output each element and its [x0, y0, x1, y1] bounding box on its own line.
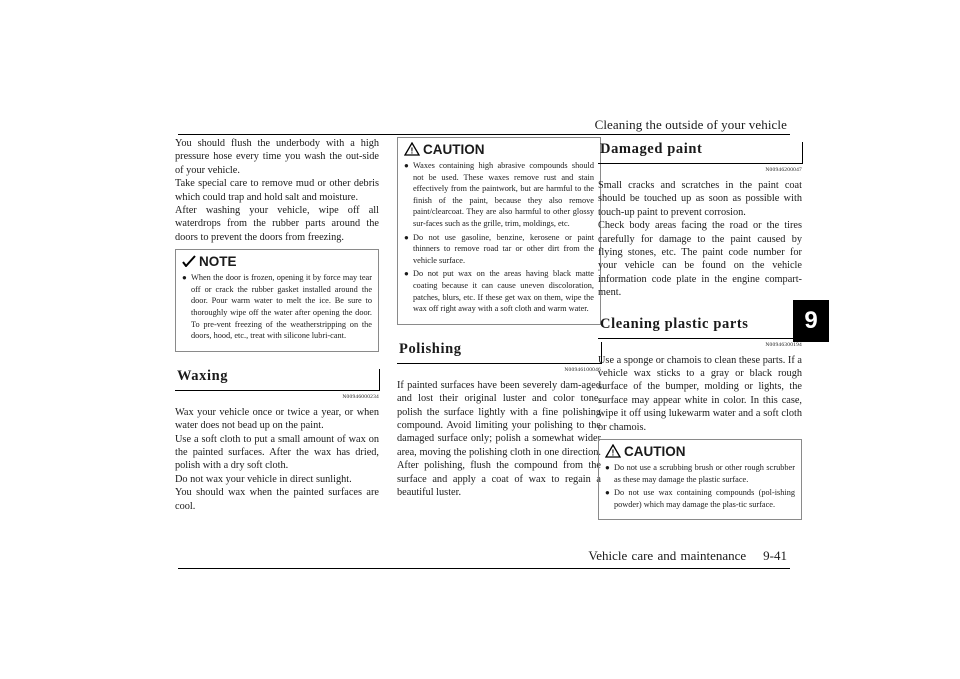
caution-item-text: Do not put wax on the areas having black matte coating because it can cause uneven discoloration, patches, blurs, etc. If these get wax on them, wipe the wax off right away with a soft cloth and warm water. — [413, 269, 594, 314]
caution-item-text: Do not use a scrubbing brush or other rough scrubber as these may damage the plastic surface. — [614, 463, 795, 484]
bullet-icon: ● — [404, 232, 409, 242]
section-title: Waxing — [177, 367, 229, 384]
footer-rule — [178, 568, 790, 569]
footer-section: Vehicle care and maintenance — [588, 548, 747, 563]
page-number: 9-41 — [763, 548, 787, 563]
column-2 — [397, 137, 601, 499]
section-title: Polishing — [399, 340, 462, 357]
caution-item — [404, 232, 594, 267]
caution-item — [605, 487, 795, 510]
intro-paragraph: Take special care to remove mud or other debris which could trap and hold salt and moisture. — [175, 178, 379, 203]
bullet-icon: ● — [182, 273, 187, 283]
bullet-icon: ● — [404, 269, 409, 279]
caution-item — [404, 160, 594, 230]
damaged-paint-paragraph: Check body areas facing the road or the tires carefully for damage to the paint caused by flying stones, etc. The paint code number for your vehicle can be found on the vehicle information code plate in the engine compart-ment. — [598, 220, 802, 299]
caution-header — [605, 442, 795, 460]
waxing-paragraph: Wax your vehicle once or twice a year, or when water does not bead up on the paint. — [175, 406, 379, 432]
caution-label: CAUTION — [624, 443, 686, 459]
note-label: NOTE — [199, 253, 237, 269]
note-item — [182, 272, 372, 342]
waxing-paragraph: Do not wax your vehicle in direct sunlight. — [175, 473, 352, 485]
section-code: N00946100046 — [564, 366, 601, 373]
section-code: N00946300194 — [765, 341, 802, 348]
column-1 — [175, 137, 379, 513]
plastic-text — [598, 354, 802, 434]
bullet-icon: ● — [605, 463, 610, 473]
note-header — [182, 252, 372, 270]
section-heading-damaged-paint — [598, 137, 802, 164]
caution-item-text: Do not use gasoline, benzine, kerosene or paint thinners to remove road tar or other dirt from the vehicle surface. — [413, 232, 594, 265]
section-code: N00946200047 — [765, 167, 802, 173]
bullet-icon: ● — [404, 161, 409, 170]
waxing-paragraph: You should wax when the painted surfaces are cool. — [175, 487, 379, 512]
damaged-paint-paragraph: Small cracks and scratches in the paint coat should be touched up as soon as possible with touch-up paint to prevent corrosion. — [598, 180, 802, 218]
caution-label: CAUTION — [423, 141, 485, 157]
warning-triangle-icon — [605, 444, 621, 458]
note-box — [175, 249, 379, 352]
section-code: N00946000234 — [342, 393, 379, 400]
warning-triangle-icon — [404, 142, 420, 156]
svg-text:!: ! — [611, 448, 615, 458]
section-title: Damaged paint — [600, 141, 703, 157]
intro-paragraph: After washing your vehicle, wipe off all waterdrops from the rubber parts around the doors to prevent the doors from freezing. — [175, 205, 379, 243]
caution-item — [404, 268, 594, 314]
waxing-paragraph: Use a soft cloth to put a small amount of wax on the painted surfaces. After the wax has dried, polish with a dry soft cloth. — [175, 433, 379, 472]
svg-text:!: ! — [410, 146, 414, 156]
caution-item-text: Waxes containing high abrasive compounds should not be used. These waxes remove rust and stain effectively from the paintwork, but are harmful to the finish of the paint, because they also remove paint/clearcoat. They are also harmful to other glossy sur-faces such as the grille, trim, moldings, etc. — [413, 161, 594, 228]
page-footer — [588, 548, 787, 564]
page-header-title: Cleaning the outside of your vehicle — [594, 117, 787, 132]
heading-tick — [802, 317, 803, 339]
section-title: Cleaning plastic parts — [600, 315, 749, 332]
polishing-paragraph: If painted surfaces have been severely dam-aged and lost their original luster and color tone, polish the surface lightly with a fine polishing compound. Avoid limiting your polishing to the damaged surface only; polish a somewhat wider area, moving the polishing cloth in one direction. After polishing, flush the compound from the surface and apply a coat of wax to regain a beautiful luster. — [397, 379, 601, 498]
section-heading-polishing — [397, 337, 601, 364]
intro-paragraph: You should flush the underbody with a high pressure hose every time you wash the out-side of your vehicle. — [175, 138, 379, 176]
note-item-text: When the door is frozen, opening it by force may tear off or crack the rubber gasket installed around the door. Pour warm water to melt the ice. Be sure to thoroughly wipe off the water after opening the door. To pre-vent freezing of the weatherstripping on the doors, hood, etc., treat with silicone lubri-cant. — [191, 273, 372, 341]
polishing-text — [397, 379, 601, 500]
header-rule — [178, 134, 790, 135]
caution-header — [404, 140, 594, 158]
pencil-icon — [182, 255, 196, 267]
column-3 — [598, 137, 802, 520]
plastic-paragraph: Use a sponge or chamois to clean these parts. If a vehicle wax sticks to a gray or black rough surface of the bumper, molding or lights, the surface may appear white in color. In this case, wipe it off using lukewarm water and a soft cloth or chamois. — [598, 354, 802, 433]
caution-item-text: Do not use wax containing compounds (pol-ishing powder) which may damage the plas-tic surface. — [614, 488, 795, 509]
heading-tick — [379, 369, 380, 391]
section-heading-waxing — [175, 364, 379, 391]
heading-tick — [802, 142, 803, 164]
intro-text — [175, 137, 379, 244]
chapter-tab: 9 — [793, 300, 829, 342]
damaged-paint-text — [598, 179, 802, 300]
caution-item — [605, 462, 795, 485]
caution-box — [598, 439, 802, 520]
bullet-icon: ● — [605, 488, 610, 498]
caution-box — [397, 137, 601, 325]
waxing-text — [175, 406, 379, 513]
section-heading-plastic — [598, 312, 802, 339]
